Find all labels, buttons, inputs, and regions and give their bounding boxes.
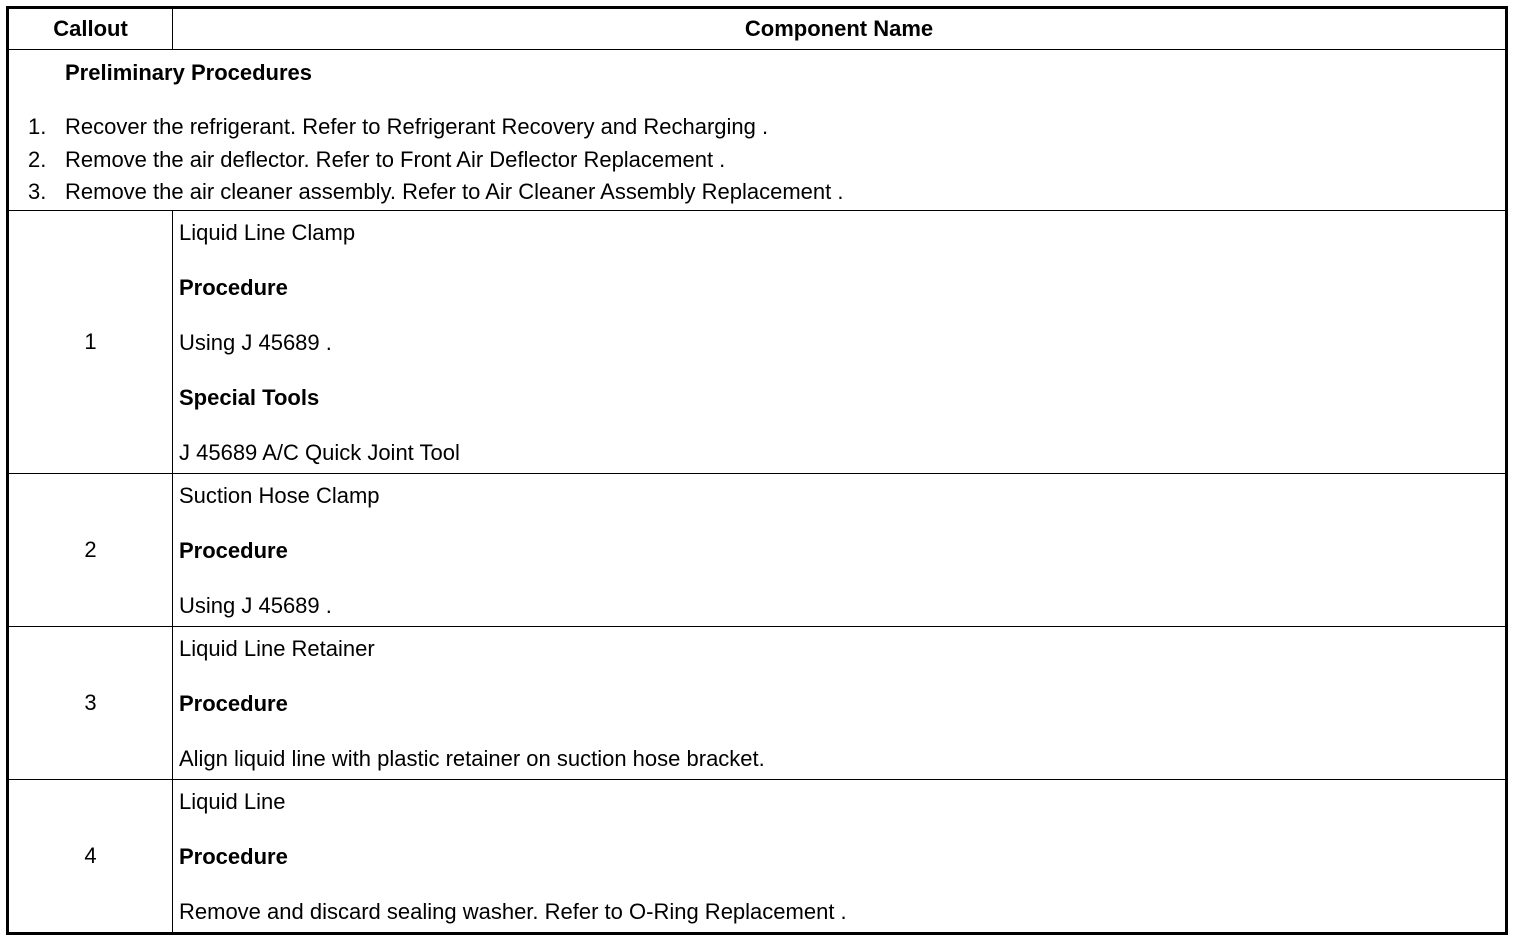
component-name: Suction Hose Clamp (179, 483, 380, 508)
table-row (8, 780, 1507, 934)
procedure-text: Align liquid line with plastic retainer on suction hose bracket. (179, 746, 765, 771)
callout-number: 3 (8, 627, 173, 780)
callout-number: 2 (8, 474, 173, 627)
table-header-row (8, 8, 1507, 50)
callout-column-header: Callout (8, 8, 173, 50)
procedure-label: Procedure (179, 691, 288, 716)
step-number: 1. (28, 114, 47, 139)
special-tools-label: Special Tools (179, 385, 320, 410)
step-number: 3. (28, 179, 47, 204)
callout-number: 1 (8, 211, 173, 474)
component-name: Liquid Line Clamp (179, 220, 356, 245)
procedure-label: Procedure (179, 844, 288, 869)
procedure-text: Remove and discard sealing washer. Refer to O-Ring Replacement . (179, 899, 847, 924)
component-name-column-header: Component Name (173, 8, 1507, 50)
component-cell (173, 627, 1507, 780)
procedure-text: Using J 45689 . (179, 593, 332, 618)
step-text: Remove the air cleaner assembly. Refer to Air Cleaner Assembly Replacement . (65, 179, 844, 204)
component-cell (173, 780, 1507, 934)
step-text: Remove the air deflector. Refer to Front Air Deflector Replacement . (65, 146, 726, 172)
preliminary-steps-list (9, 111, 1505, 209)
preliminary-procedures-row (8, 50, 1507, 211)
table-row (8, 627, 1507, 780)
component-table (6, 6, 1508, 935)
list-item (9, 176, 1505, 209)
procedure-text: Using J 45689 . (179, 330, 332, 355)
procedure-label: Procedure (179, 275, 288, 300)
preliminary-procedures-heading: Preliminary Procedures (65, 60, 313, 85)
special-tools-text: J 45689 A/C Quick Joint Tool (179, 440, 460, 465)
preliminary-procedures-cell (8, 50, 1507, 211)
component-cell (173, 211, 1507, 474)
callout-number: 4 (8, 780, 173, 934)
table-row (8, 211, 1507, 474)
component-name: Liquid Line (179, 789, 286, 814)
table-row (8, 474, 1507, 627)
component-name: Liquid Line Retainer (179, 636, 375, 661)
list-item (9, 111, 1505, 144)
component-cell (173, 474, 1507, 627)
step-text: Recover the refrigerant. Refer to Refrigerant Recovery and Recharging . (65, 114, 769, 139)
list-item (9, 144, 1505, 177)
step-number: 2. (28, 146, 47, 172)
procedure-label: Procedure (179, 538, 288, 563)
